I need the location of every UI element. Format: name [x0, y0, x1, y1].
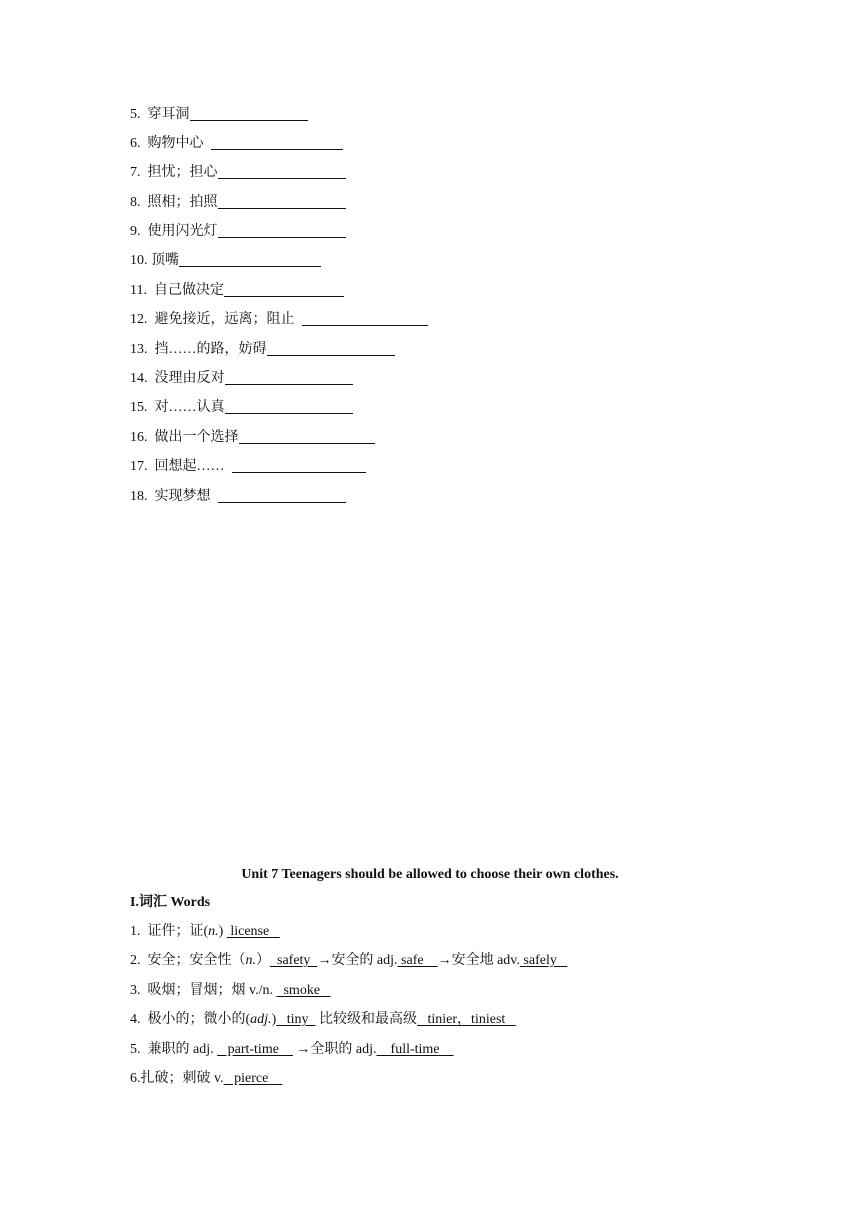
answer-blank[interactable]	[239, 429, 375, 444]
phrase-item: 9. 使用闪光灯	[130, 223, 346, 241]
answer-blank[interactable]	[211, 135, 343, 150]
phrase-item: 11. 自己做决定	[130, 282, 344, 300]
answer-text: pierce	[223, 1071, 283, 1086]
phrase-item: 10. 顶嘴	[130, 252, 321, 270]
answer-text: full-time	[376, 1042, 454, 1057]
word-item: 5. 兼职的 adj. part-time →全职的 adj. full-time	[130, 1042, 454, 1057]
word-item: 2. 安全；安全性（n.） safety →安全的 adj. safe →安全地 adv. safely	[130, 953, 568, 968]
phrase-item: 7. 担忧；担心	[130, 164, 346, 182]
answer-text: license	[226, 924, 280, 939]
answer-blank[interactable]	[224, 282, 344, 297]
answer-text: tinier，tiniest	[417, 1012, 516, 1027]
answer-blank[interactable]	[218, 194, 346, 209]
section-heading: I.词汇 Words	[130, 895, 211, 910]
answer-text: tiny	[276, 1012, 316, 1027]
phrase-item: 12. 避免接近，远离；阻止	[130, 311, 428, 329]
phrase-item: 6. 购物中心	[130, 135, 343, 153]
word-item: 6.扎破；刺破 v. pierce	[130, 1071, 283, 1086]
answer-text: safety	[270, 953, 318, 968]
word-item: 1. 证件；证(n.) license	[130, 924, 280, 939]
phrase-item: 18. 实现梦想	[130, 488, 346, 506]
answer-blank[interactable]	[179, 252, 321, 267]
phrase-item: 8. 照相；拍照	[130, 194, 346, 212]
phrase-item: 15. 对……认真	[130, 399, 353, 417]
answer-text: smoke	[276, 983, 331, 998]
answer-blank[interactable]	[302, 311, 428, 326]
answer-text: safe	[397, 953, 438, 968]
answer-blank[interactable]	[190, 106, 308, 121]
phrase-item: 13. 挡……的路，妨碍	[130, 341, 395, 359]
word-item: 3. 吸烟；冒烟；烟 v./n. smoke	[130, 983, 331, 998]
phrase-item: 14. 没理由反对	[130, 370, 353, 388]
answer-blank[interactable]	[218, 164, 346, 179]
answer-text: part-time	[217, 1042, 293, 1057]
answer-text: safely	[519, 953, 568, 968]
word-item: 4. 极小的；微小的(adj.) tiny 比较级和最高级 tinier，tiniest	[130, 1012, 516, 1027]
answer-blank[interactable]	[267, 341, 395, 356]
answer-blank[interactable]	[218, 488, 346, 503]
answer-blank[interactable]	[225, 399, 353, 414]
answer-blank[interactable]	[225, 370, 353, 385]
phrase-item: 5. 穿耳洞	[130, 106, 308, 124]
phrase-item: 17. 回想起……	[130, 458, 366, 476]
phrase-item: 16. 做出一个选择	[130, 429, 375, 447]
unit-title: Unit 7 Teenagers should be allowed to choose their own clothes.	[241, 867, 619, 882]
answer-blank[interactable]	[218, 223, 346, 238]
answer-blank[interactable]	[232, 458, 366, 473]
